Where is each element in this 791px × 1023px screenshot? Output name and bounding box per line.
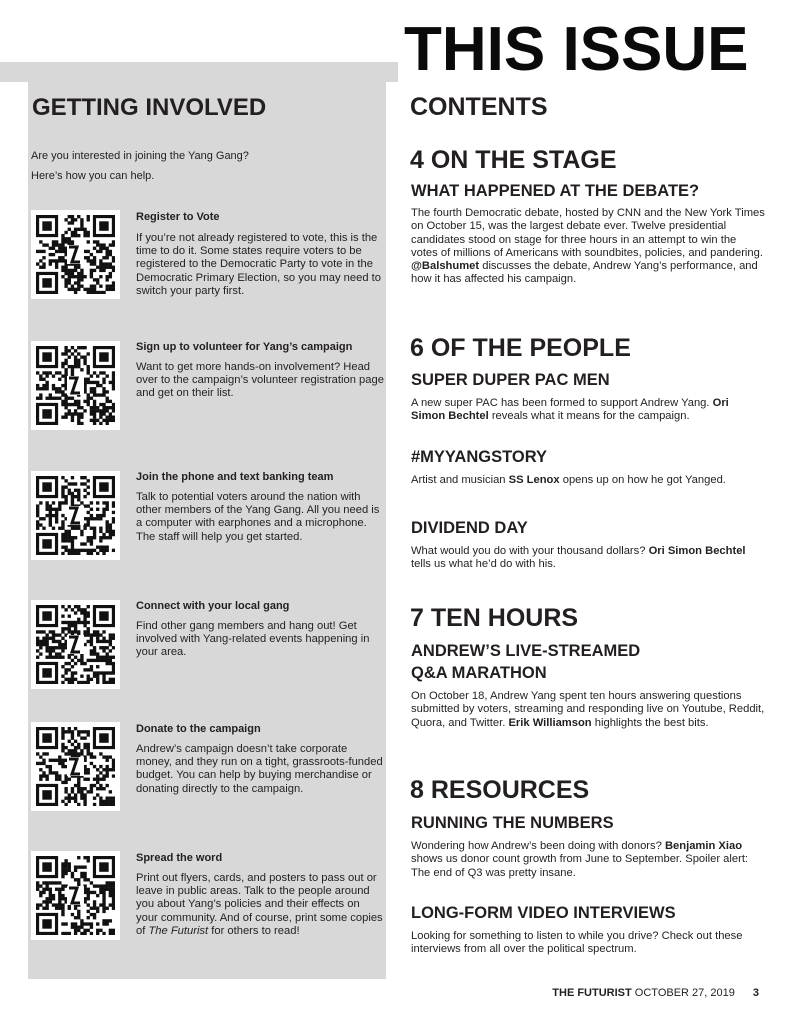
item-text-local-gang: Find other gang members and hang out! Get involved with Yang-related events happening in your area.	[136, 620, 370, 659]
item-title-local-gang: Connect with your local gang	[136, 600, 290, 612]
item-text-register: If you’re not already registered to vote, this is the time to do it. Some states require voters to be registered to the Democratic Party to vote in the Democratic Primary Election, so you may need to switch your party first.	[136, 232, 381, 297]
section-heading-ten-hours: 7 TEN HOURS	[410, 604, 579, 632]
intro-line-1: Are you interested in joining the Yang Gang?	[31, 150, 249, 162]
qr-code-icon[interactable]	[31, 341, 120, 430]
page-footer	[552, 986, 759, 1000]
contents-title: CONTENTS	[410, 93, 548, 121]
article-title-debate[interactable]: WHAT HAPPENED AT THE DEBATE?	[411, 182, 700, 200]
item-text-spread-word: Print out flyers, cards, and posters to pass out or leave in public areas. Talk to the people around you about Yang’s policies and their effects on your community. And of course, print some copies of The Futurist for others to read!	[136, 872, 383, 937]
item-text-volunteer: Want to get more hands-on involvement? Head over to the campaign’s volunteer registration page and get on their list.	[136, 361, 384, 400]
item-title-volunteer: Sign up to volunteer for Yang’s campaign	[136, 341, 353, 353]
author-name: SS Lenox	[508, 474, 560, 486]
author-name: Benjamin Xiao	[664, 840, 743, 852]
page-number: 3	[752, 987, 759, 999]
item-text-donate: Andrew’s campaign doesn’t take corporate money, and they run on a tight, grassroots-funded budget. You can help by buying merchandise or donating directly to the campaign.	[136, 743, 383, 795]
footer-publication: THE FUTURIST	[552, 987, 632, 999]
article-summary-myyangstory: Artist and musician SS Lenox opens up on how he got Yanged.	[411, 474, 726, 486]
article-title-running-numbers[interactable]: RUNNING THE NUMBERS	[411, 814, 614, 832]
qr-code-icon[interactable]	[31, 471, 120, 560]
footer-date: OCTOBER 27, 2019	[634, 987, 735, 999]
item-title-register: Register to Vote	[136, 211, 220, 223]
qr-code-icon[interactable]	[31, 851, 120, 940]
page-title: THIS ISSUE	[404, 15, 749, 84]
qr-code-icon[interactable]	[31, 722, 120, 811]
publication-name: The Futurist	[148, 924, 209, 937]
article-summary-pac: A new super PAC has been formed to support Andrew Yang. Ori Simon Bechtel reveals what it means for the campaign.	[411, 397, 729, 423]
article-summary-debate: The fourth Democratic debate, hosted by CNN and the New York Times on October 15, was the largest debate ever. Twelve presidential candidates stood on stage for three hours in an attempt to win the votes of millions of Americans with soundbites, policies, and pandering. @Balshumet discusses the debate, Andrew Yang’s performance, and how it has affected his campaign.	[411, 207, 765, 286]
article-summary-qa-marathon: On October 18, Andrew Yang spent ten hours answering questions submitted by voters, streaming and responding live on Youtube, Reddit, Quora, and Twitter. Erik Williamson highlights the best bits.	[411, 690, 765, 729]
article-title-qa-marathon-2[interactable]: Q&A MARATHON	[411, 664, 547, 682]
item-title-phone-banking: Join the phone and text banking team	[136, 471, 334, 483]
article-summary-running-numbers: Wondering how Andrew’s been doing with donors? Benjamin Xiao shows us donor count growth from June to September. Spoiler alert: The end of Q3 was pretty insane.	[411, 840, 749, 879]
qr-code-icon[interactable]	[31, 600, 120, 689]
section-heading-of-the-people: 6 OF THE PEOPLE	[410, 334, 631, 362]
item-text-phone-banking: Talk to potential voters around the nation with other members of the Yang Gang. All you need is a computer with earphones and a microphone. The staff will help you get started.	[136, 491, 380, 543]
article-title-myyangstory[interactable]: #MYYANGSTORY	[411, 448, 548, 466]
intro-line-2: Here’s how you can help.	[31, 170, 155, 182]
section-heading-on-stage: 4 ON THE STAGE	[410, 146, 617, 174]
section-heading-resources: 8 RESOURCES	[410, 776, 590, 804]
article-title-qa-marathon-1[interactable]: ANDREW’S LIVE-STREAMED	[411, 642, 641, 660]
article-title-dividend-day[interactable]: DIVIDEND DAY	[411, 519, 528, 537]
author-name: @Balshumet	[411, 260, 480, 273]
author-name: Erik Williamson	[508, 716, 592, 729]
item-title-donate: Donate to the campaign	[136, 723, 261, 735]
article-summary-dividend-day: What would you do with your thousand dollars? Ori Simon Bechtel tells us what he’d do with his.	[411, 545, 746, 571]
article-summary-video-interviews: Looking for something to listen to while you drive? Check out these interviews from all over the political spectrum.	[411, 930, 743, 956]
qr-code-icon[interactable]	[31, 210, 120, 299]
author-name: Ori Simon Bechtel	[648, 545, 746, 557]
item-title-spread-word: Spread the word	[136, 852, 223, 864]
author-name: Ori Simon Bechtel	[411, 397, 729, 423]
getting-involved-title: GETTING INVOLVED	[32, 94, 267, 121]
article-title-pac[interactable]: SUPER DUPER PAC MEN	[411, 371, 610, 389]
article-title-video-interviews[interactable]: LONG-FORM VIDEO INTERVIEWS	[411, 904, 676, 922]
